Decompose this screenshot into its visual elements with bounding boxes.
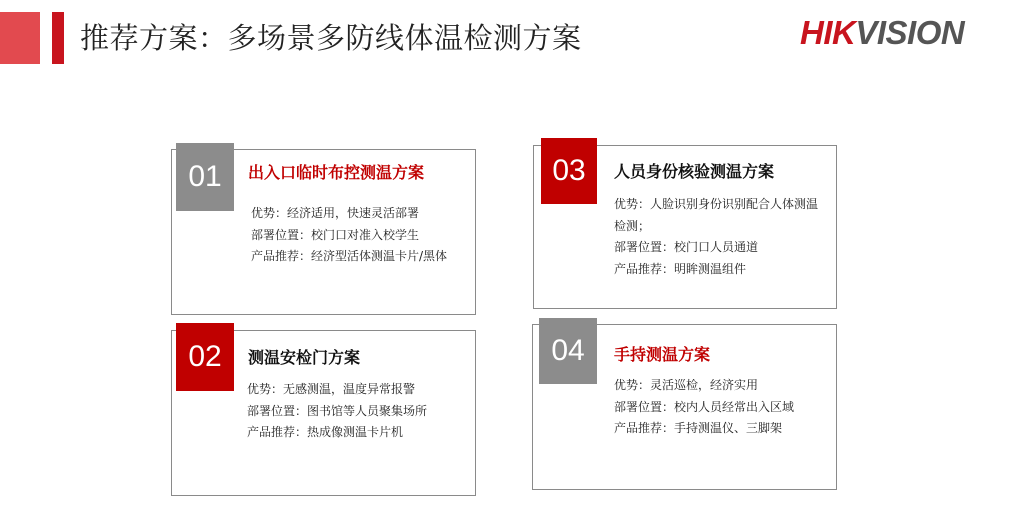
card-line: 部署位置：校内人员经常出入区域 — [614, 399, 795, 414]
card-line: 优势：人脸识别身份识别配合人体测温 — [614, 197, 819, 211]
card-line: 部署位置：图书馆等人员聚集场所 — [247, 403, 428, 418]
card-line: 产品推荐：经济型活体测温卡片/黑体 — [251, 249, 448, 263]
card-number-badge-02: 02 — [176, 323, 234, 391]
card-line: 部署位置：校门口人员通道 — [614, 240, 759, 254]
card-line: 产品推荐：手持测温仪、三脚架 — [614, 421, 783, 435]
card-title-02: 测温安检门方案 — [248, 348, 361, 367]
card-line: 产品推荐：明眸测温组件 — [614, 261, 747, 276]
card-title-01: 出入口临时布控测温方案 — [248, 163, 425, 182]
card-details-04 — [614, 375, 794, 440]
card-line: 检测； — [614, 218, 651, 233]
logo-rest: VISION — [855, 14, 965, 51]
card-title-04: 手持测温方案 — [614, 345, 711, 364]
card-details-02 — [247, 379, 427, 444]
card-line: 产品推荐：热成像测温卡片机 — [247, 425, 404, 439]
card-title-03: 人员身份核验测温方案 — [614, 162, 775, 181]
card-number-badge-03: 03 — [541, 138, 597, 204]
hikvision-logo — [800, 14, 964, 52]
logo-main: HIK — [800, 14, 856, 51]
card-number-badge-04: 04 — [539, 318, 597, 384]
card-number-badge-01: 01 — [176, 143, 234, 211]
card-line: 优势：经济适用，快速灵活部署 — [251, 206, 420, 220]
page-title: 推荐方案：多场景多防线体温检测方案 — [80, 21, 582, 55]
card-line: 优势：灵活巡检，经济实用 — [614, 378, 759, 392]
card-details-03 — [614, 194, 818, 280]
card-line: 优势：无感测温，温度异常报警 — [247, 382, 416, 396]
card-line: 部署位置：校门口对准入校学生 — [251, 227, 420, 242]
card-details-01 — [251, 203, 447, 268]
header-accent-bar-dark — [52, 12, 64, 64]
header-accent-bar-light — [0, 12, 40, 64]
